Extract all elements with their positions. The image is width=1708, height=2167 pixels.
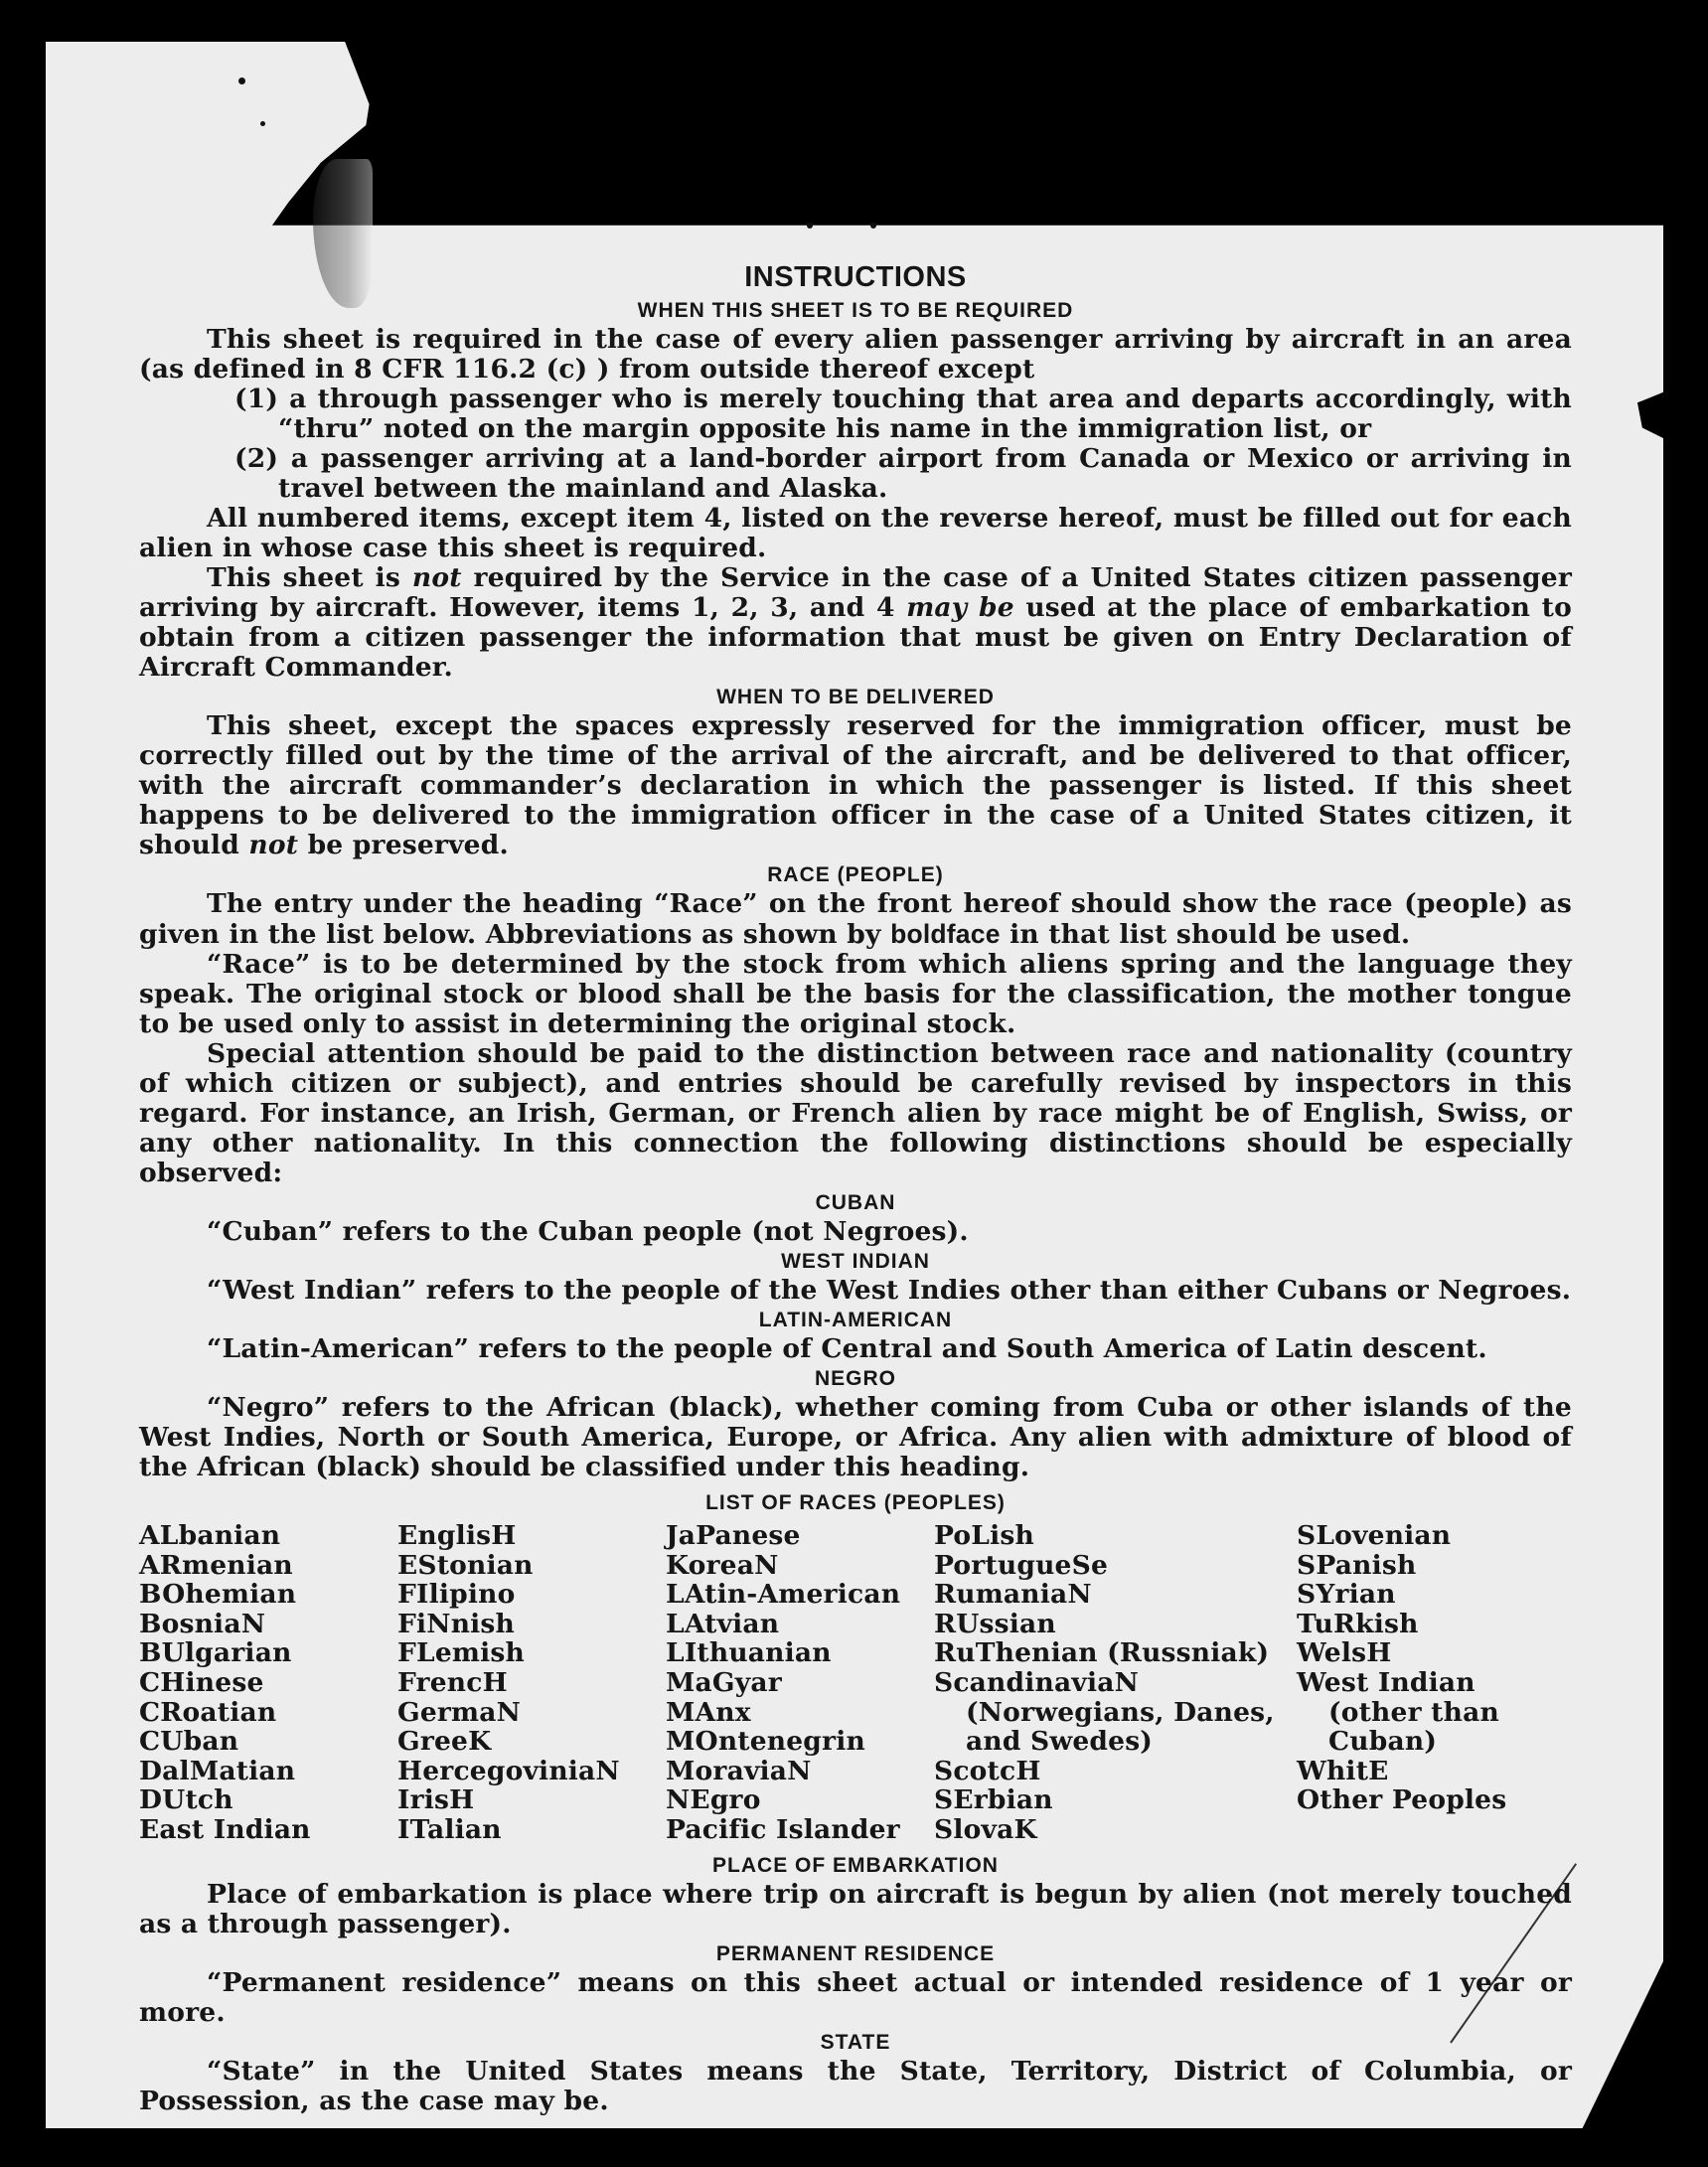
west-indian-definition: “West Indian” refers to the people of the West Indies other than either Cubans or Negroes. bbox=[207, 1275, 1572, 1306]
race-entry: MaGyar bbox=[666, 1666, 782, 1698]
negro-definition: “Negro” refers to the African (black), whether coming from Cuba or other islands of the West Indies, North or South America, Europe, or Africa. Any alien with admixture of blood of the African (black) should be classified under this heading. bbox=[139, 1392, 1572, 1482]
section-heading-state: STATE bbox=[820, 2030, 891, 2054]
race-entry: East Indian bbox=[139, 1813, 311, 1845]
race-entry: GreeK bbox=[397, 1726, 492, 1758]
section-heading-cuban: CUBAN bbox=[815, 1191, 896, 1214]
race-list bbox=[139, 1521, 1572, 1845]
race-entry: MoraviaN bbox=[666, 1755, 812, 1786]
race-entry: RumaniaN bbox=[934, 1579, 1092, 1611]
race-column-3 bbox=[666, 1521, 934, 1845]
state-definition: “State” in the United States means the State, Territory, District of Columbia, or Possession, as the case may be. bbox=[139, 2055, 1572, 2116]
race-entry: TuRkish bbox=[1297, 1608, 1419, 1639]
race-entry: West Indian (other than Cuban) bbox=[1297, 1666, 1499, 1758]
race-entry: HercegoviniaN bbox=[397, 1755, 620, 1786]
speck bbox=[260, 121, 265, 126]
race-paragraph-3: Special attention should be paid to the distinction between race and nationality (country of which citizen or subject), and entries should be carefully revised by inspectors in this regard. For instance, an Irish, German, or French alien by race might be of English, Swiss, or any other nationality. In this connection the following distinctions should be especially observed: bbox=[139, 1038, 1572, 1188]
race-entry: MOntenegrin bbox=[666, 1726, 865, 1758]
section-heading-required: WHEN THIS SHEET IS TO BE REQUIRED bbox=[637, 299, 1074, 322]
race-entry: Pacific Islander bbox=[666, 1813, 900, 1845]
race-entry: CUban bbox=[139, 1726, 239, 1758]
section-heading-race-list: LIST OF RACES (PEOPLES) bbox=[705, 1491, 1006, 1514]
race-entry: ScandinaviaN (Norwegians, Danes, and Swedes) bbox=[934, 1666, 1275, 1758]
race-entry: IrisH bbox=[397, 1784, 475, 1816]
required-exception-2: (2) a passenger arriving at a land-border airport from Canada or Mexico or arriving in travel between the mainland and Alaska. bbox=[234, 443, 1572, 504]
race-entry: CHinese bbox=[139, 1666, 264, 1698]
race-entry: PoLish bbox=[934, 1520, 1034, 1551]
race-entry: DalMatian bbox=[139, 1755, 296, 1786]
required-paragraph-2: All numbered items, except item 4, listed on the reverse hereof, must be filled out for each alien in whose case this sheet is required. bbox=[139, 503, 1572, 563]
speck bbox=[238, 77, 245, 84]
race-entry: NEgro bbox=[666, 1784, 761, 1816]
required-exception-1: (1) a through passenger who is merely touching that area and departs accordingly, with “thru” noted on the margin opposite his name in the immigration list, or bbox=[234, 384, 1572, 444]
speck bbox=[870, 223, 876, 229]
race-entry: DUtch bbox=[139, 1784, 233, 1816]
speck bbox=[807, 223, 813, 229]
race-entry: ScotcH bbox=[934, 1755, 1041, 1786]
race-entry: BOhemian bbox=[139, 1579, 297, 1611]
race-entry: LIthuanian bbox=[666, 1637, 832, 1669]
instructions-document bbox=[139, 248, 1572, 2116]
race-entry: Other Peoples bbox=[1297, 1784, 1507, 1816]
race-entry: JaPanese bbox=[666, 1520, 801, 1551]
race-entry: RUssian bbox=[934, 1608, 1056, 1639]
section-heading-embarkation: PLACE OF EMBARKATION bbox=[712, 1853, 999, 1877]
race-paragraph-1: The entry under the heading “Race” on the front hereof should show the race (people) as given in the list below. Abbreviations as shown by boldface in that list should be used. bbox=[139, 888, 1572, 950]
page-title: INSTRUCTIONS bbox=[744, 261, 967, 293]
required-paragraph-3: This sheet is not required by the Service in the case of a United States citizen passenger arriving by aircraft. However, items 1, 2, 3, and 4 may be used at the place of embarkation to obtain from a citizen passenger the information that must be given on Entry Declaration of Aircraft Commander. bbox=[139, 562, 1572, 683]
race-entry: SLovenian bbox=[1297, 1520, 1452, 1551]
race-entry: FiNnish bbox=[397, 1608, 516, 1639]
race-entry: ITalian bbox=[397, 1813, 502, 1845]
race-entry: LAtin-American bbox=[666, 1579, 901, 1611]
section-heading-race: RACE (PEOPLE) bbox=[767, 863, 944, 886]
section-heading-negro: NEGRO bbox=[814, 1367, 896, 1390]
race-entry: CRoatian bbox=[139, 1696, 277, 1728]
race-entry: WhitE bbox=[1297, 1755, 1389, 1786]
race-entry: BUlgarian bbox=[139, 1637, 292, 1669]
race-entry: EnglisH bbox=[397, 1520, 517, 1551]
race-entry: SYrian bbox=[1297, 1579, 1396, 1611]
race-entry: FrencH bbox=[397, 1666, 508, 1698]
race-entry: SErbian bbox=[934, 1784, 1053, 1816]
race-entry: LAtvian bbox=[666, 1608, 780, 1639]
race-entry: FIlipino bbox=[397, 1579, 516, 1611]
section-heading-delivered: WHEN TO BE DELIVERED bbox=[716, 686, 995, 708]
race-entry: RuThenian (Russniak) bbox=[934, 1637, 1270, 1669]
race-entry: PortugueSe bbox=[934, 1549, 1109, 1581]
race-paragraph-2: “Race” is to be determined by the stock from which aliens spring and the language they speak. The original stock or blood shall be the basis for the classification, the mother tongue to be used only to assist in determining the original stock. bbox=[139, 949, 1572, 1039]
race-entry: ALbanian bbox=[139, 1520, 281, 1551]
race-entry: SPanish bbox=[1297, 1549, 1417, 1581]
race-entry: MAnx bbox=[666, 1696, 751, 1728]
race-entry: BosniaN bbox=[139, 1608, 266, 1639]
latin-american-definition: “Latin-American” refers to the people of Central and South America of Latin descent. bbox=[207, 1333, 1487, 1364]
race-entry: KoreaN bbox=[666, 1549, 779, 1581]
race-entry: EStonian bbox=[397, 1549, 534, 1581]
embarkation-definition: Place of embarkation is place where trip on aircraft is begun by alien (not merely touched as a through passenger). bbox=[139, 1878, 1572, 1939]
section-heading-residence: PERMANENT RESIDENCE bbox=[715, 1941, 996, 1965]
section-heading-west-indian: WEST INDIAN bbox=[781, 1250, 930, 1273]
race-entry: WelsH bbox=[1297, 1637, 1392, 1669]
cuban-definition: “Cuban” refers to the Cuban people (not Negroes). bbox=[207, 1216, 969, 1247]
race-column-5 bbox=[1297, 1521, 1572, 1845]
race-entry: SlovaK bbox=[934, 1813, 1037, 1845]
race-entry: GermaN bbox=[397, 1696, 522, 1728]
race-entry: ARmenian bbox=[139, 1549, 293, 1581]
race-entry: FLemish bbox=[397, 1637, 525, 1669]
race-column-2 bbox=[397, 1521, 666, 1845]
race-column-4 bbox=[934, 1521, 1297, 1845]
section-heading-latin-american: LATIN-AMERICAN bbox=[758, 1309, 953, 1331]
delivered-paragraph: This sheet, except the spaces expressly reserved for the immigration officer, must be correctly filled out by the time of the arrival of the aircraft, and be delivered to that officer, with the aircraft commander’s declaration in which the passenger is listed. If this sheet happens to be delivered to the immigration officer in the case of a United States citizen, it should not be preserved. bbox=[139, 710, 1572, 860]
race-column-1 bbox=[139, 1521, 397, 1845]
required-paragraph-1: This sheet is required in the case of every alien passenger arriving by aircraft in an area (as defined in 8 CFR 116.2 (c) ) from outside thereof except bbox=[139, 324, 1572, 385]
residence-definition: “Permanent residence” means on this sheet actual or intended residence of 1 year or more. bbox=[139, 1966, 1572, 2028]
